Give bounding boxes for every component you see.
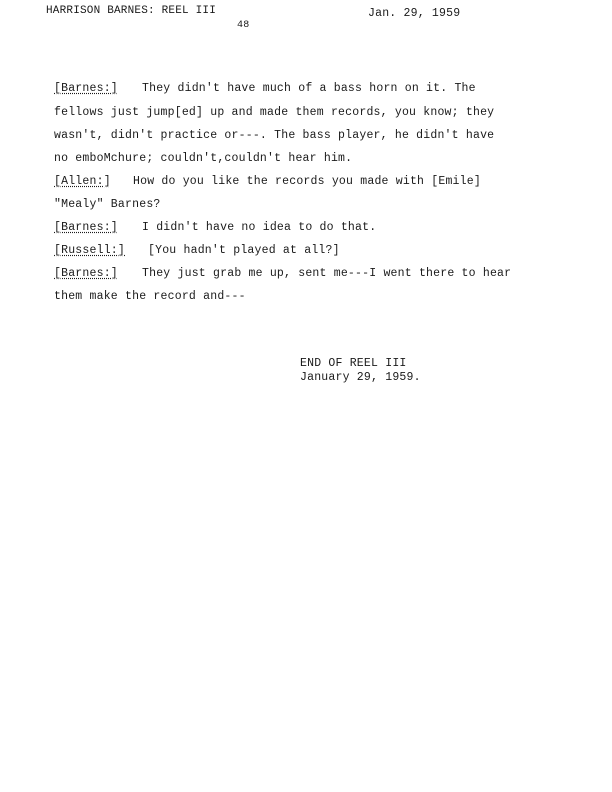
speech-line: [You hadn't played at all?] [148,244,340,257]
speaker-label: [Allen:] [54,175,111,188]
speaker-label: [Russell:] [54,244,126,257]
header-title: HARRISON BARNES: REEL III [46,5,217,17]
speech-line: I didn't have no idea to do that. [142,221,377,234]
page-number: 48 [237,20,250,31]
speech-line: no emboMchure; couldn't,couldn't hear him. [54,152,353,165]
speaker-label: [Barnes:] [54,221,118,234]
speech-line: wasn't, didn't practice or---. The bass player, he didn't have [54,129,495,142]
speech-line: They just grab me up, sent me---I went there to hear [142,267,512,280]
speech-line: them make the record and--- [54,290,246,303]
speaker-label: [Barnes:] [54,82,118,95]
speech-line: "Mealy" Barnes? [54,198,161,211]
speech-line: fellows just jump[ed] up and made them records, you know; they [54,106,495,119]
header-date: Jan. 29, 1959 [368,7,461,20]
speech-line: How do you like the records you made with [Emile] [133,175,481,188]
speech-line: They didn't have much of a bass horn on it. The [142,82,476,95]
speaker-label: [Barnes:] [54,267,118,280]
end-of-reel-label: END OF REEL III [300,357,407,370]
end-of-reel-date: January 29, 1959. [300,371,421,384]
